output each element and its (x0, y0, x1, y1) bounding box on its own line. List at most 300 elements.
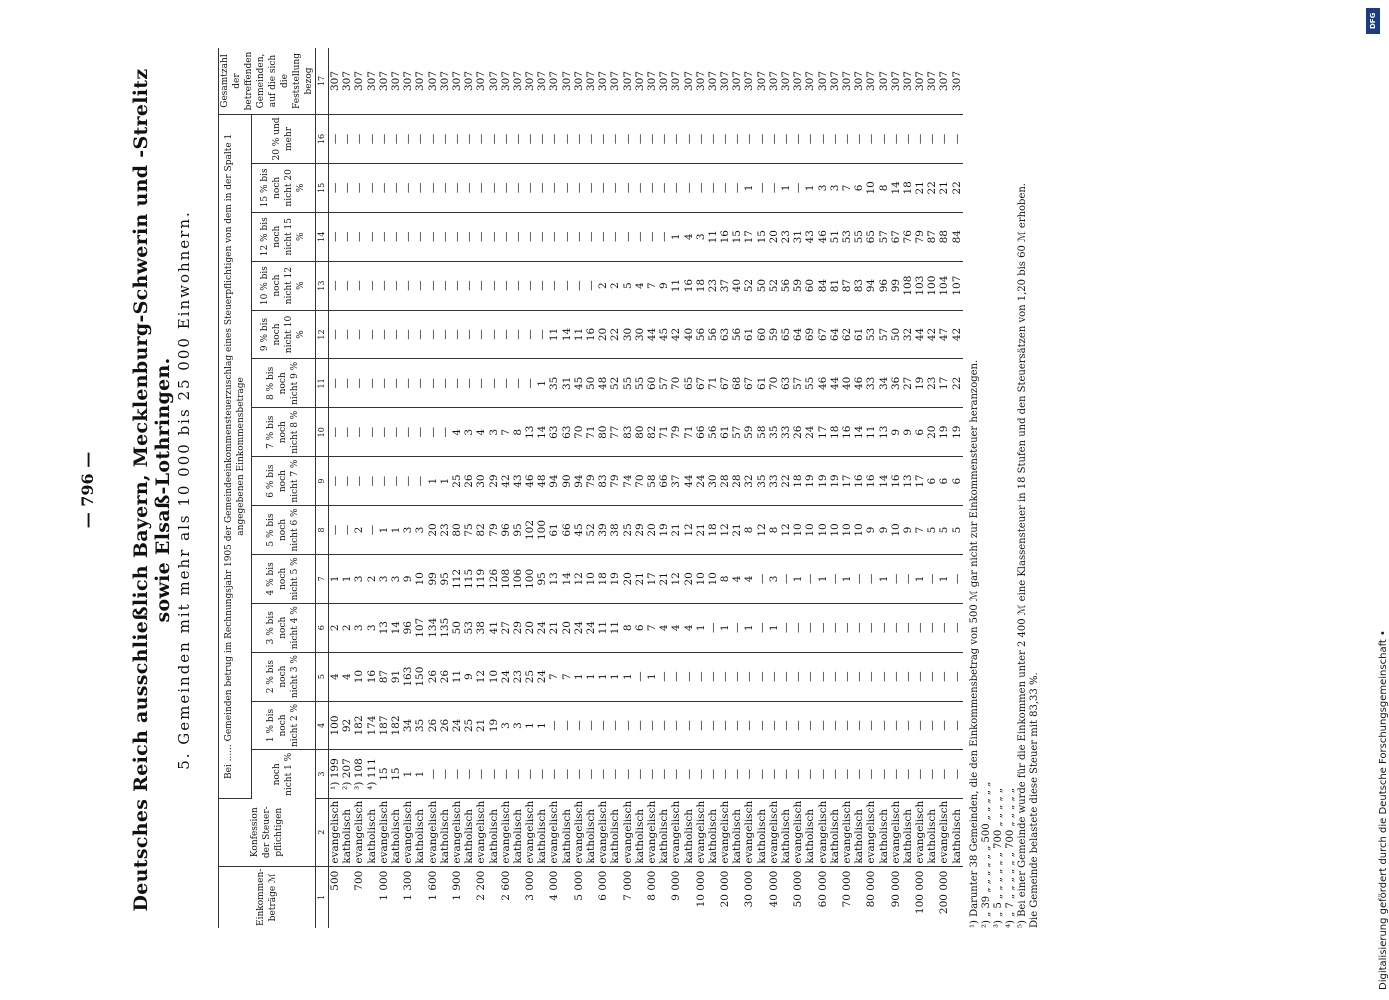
value-cell: 55 (853, 212, 865, 261)
value-cell: — (829, 603, 841, 652)
value-cell: — (573, 212, 585, 261)
value-cell: — (780, 603, 792, 652)
value-cell: 27 (902, 359, 914, 408)
value-cell: — (329, 261, 342, 310)
income-cell (804, 866, 816, 928)
value-cell: 19 (914, 359, 926, 408)
value-cell: — (512, 163, 524, 212)
value-cell: — (829, 115, 841, 164)
value-cell: 307 (512, 48, 524, 115)
table-row (609, 48, 621, 928)
value-cell: 4 (731, 554, 743, 603)
value-cell: — (536, 163, 548, 212)
value-cell: 21 (695, 506, 707, 555)
value-cell: 1 (695, 603, 707, 652)
value-cell: 2 (353, 506, 365, 555)
value-cell: 29 (487, 457, 499, 506)
value-cell: — (951, 750, 963, 798)
value-cell: 82 (646, 408, 658, 457)
value-cell: 18 (695, 261, 707, 310)
value-cell: 10 (829, 506, 841, 555)
value-cell: 70 (670, 359, 682, 408)
confession-cell: evangelisch (768, 798, 780, 866)
value-cell: — (561, 261, 573, 310)
value-cell: — (536, 212, 548, 261)
value-cell: 307 (487, 48, 499, 115)
column-number-2: 2 (316, 798, 329, 866)
value-cell: ¹) 199 (329, 750, 342, 798)
value-cell: — (353, 310, 365, 359)
income-cell (414, 866, 426, 928)
value-cell: 44 (914, 310, 926, 359)
value-cell: 3 (366, 603, 378, 652)
value-cell: — (829, 554, 841, 603)
value-cell: 4 (743, 554, 755, 603)
value-cell: 20 (524, 603, 536, 652)
value-cell: 74 (622, 457, 634, 506)
value-cell: 307 (804, 48, 816, 115)
value-cell: 1 (573, 652, 585, 701)
value-cell: 12 (573, 554, 585, 603)
value-cell: 7 (646, 261, 658, 310)
value-cell: — (414, 115, 426, 164)
value-cell: — (938, 750, 950, 798)
value-cell: 10 (890, 506, 902, 555)
value-cell: — (414, 261, 426, 310)
value-cell: 63 (719, 310, 731, 359)
income-cell (390, 866, 402, 928)
income-cell (829, 866, 841, 928)
value-cell: 17 (817, 408, 829, 457)
value-cell: — (573, 163, 585, 212)
table-row (804, 48, 816, 928)
value-cell: 1 (439, 457, 451, 506)
value-cell: 307 (622, 48, 634, 115)
table-row (719, 48, 731, 928)
value-cell: — (670, 163, 682, 212)
value-cell: 45 (658, 310, 670, 359)
value-cell: — (402, 212, 414, 261)
value-cell: 1 (743, 163, 755, 212)
value-cell: — (682, 115, 694, 164)
value-cell: 20 (427, 506, 439, 555)
income-cell (487, 866, 499, 928)
value-cell: — (756, 163, 768, 212)
value-cell: — (475, 212, 487, 261)
value-cell: — (512, 359, 524, 408)
value-cell: 2 (366, 554, 378, 603)
rate-header-3: 2 % bis noch nicht 3 % (251, 652, 315, 701)
value-cell: 66 (695, 408, 707, 457)
value-cell: 45 (573, 359, 585, 408)
value-cell: 307 (475, 48, 487, 115)
income-cell: 200 000 (938, 870, 951, 915)
value-cell: — (756, 603, 768, 652)
value-cell: — (877, 701, 889, 750)
income-cell: 6 000 (597, 870, 610, 901)
confession-cell: katholisch (414, 798, 426, 866)
value-cell: — (792, 603, 804, 652)
value-cell: 94 (548, 457, 560, 506)
value-cell: 307 (451, 48, 463, 115)
value-cell: 24 (536, 603, 548, 652)
value-cell: 1 (817, 554, 829, 603)
table-row (938, 48, 950, 928)
value-cell: 307 (353, 48, 365, 115)
value-cell: 174 (366, 701, 378, 750)
value-cell: 16 (585, 310, 597, 359)
value-cell: 23 (512, 652, 524, 701)
column-number-8: 8 (316, 506, 329, 555)
value-cell: 307 (926, 48, 938, 115)
value-cell: — (524, 212, 536, 261)
confession-cell: evangelisch (451, 798, 463, 866)
value-cell: — (573, 115, 585, 164)
value-cell: — (682, 701, 694, 750)
value-cell: — (341, 408, 353, 457)
table-row (853, 48, 865, 928)
value-cell: 94 (865, 261, 877, 310)
table-row (926, 48, 938, 928)
value-cell: — (536, 750, 548, 798)
value-cell: 100 (524, 554, 536, 603)
value-cell: — (366, 212, 378, 261)
value-cell: — (402, 359, 414, 408)
income-cell (585, 866, 597, 928)
value-cell: — (756, 701, 768, 750)
value-cell: ²) 207 (341, 750, 353, 798)
value-cell: 71 (707, 359, 719, 408)
income-cell (512, 866, 524, 928)
confession-cell: evangelisch (841, 798, 853, 866)
value-cell: 10 (414, 554, 426, 603)
value-cell: — (402, 408, 414, 457)
value-cell: 11 (597, 603, 609, 652)
value-cell: 96 (877, 261, 889, 310)
value-cell: — (341, 457, 353, 506)
value-cell: 16 (853, 457, 865, 506)
value-cell: 67 (719, 359, 731, 408)
value-cell: 307 (658, 48, 670, 115)
value-cell: 71 (682, 408, 694, 457)
value-cell: 23 (926, 359, 938, 408)
value-cell: 4 (451, 408, 463, 457)
confession-cell: katholisch (707, 798, 719, 866)
value-cell: — (451, 115, 463, 164)
value-cell: — (378, 408, 390, 457)
table-row (902, 48, 914, 928)
value-cell: 307 (695, 48, 707, 115)
value-cell: 52 (768, 261, 780, 310)
column-number-15: 15 (316, 163, 329, 212)
value-cell: — (475, 115, 487, 164)
value-cell: — (841, 750, 853, 798)
value-cell: — (524, 310, 536, 359)
value-cell: 75 (463, 506, 475, 555)
value-cell: — (475, 750, 487, 798)
value-cell: 23 (439, 506, 451, 555)
value-cell: 307 (366, 48, 378, 115)
value-cell: 31 (561, 359, 573, 408)
value-cell: — (341, 506, 353, 555)
income-cell: 80 000 (865, 870, 878, 908)
value-cell: — (329, 212, 342, 261)
value-cell: 307 (902, 48, 914, 115)
value-cell: 12 (756, 506, 768, 555)
value-cell: — (634, 212, 646, 261)
table-row (512, 48, 524, 928)
value-cell: — (853, 115, 865, 164)
value-cell: 76 (902, 212, 914, 261)
value-cell: 6 (926, 457, 938, 506)
value-cell: — (877, 603, 889, 652)
value-cell: — (780, 750, 792, 798)
value-cell: — (487, 310, 499, 359)
value-cell: 1 (646, 652, 658, 701)
value-cell: 57 (792, 359, 804, 408)
value-cell: 1 (414, 750, 426, 798)
column-number-17: 17 (316, 48, 329, 115)
value-cell: 7 (914, 506, 926, 555)
value-cell: — (865, 652, 877, 701)
value-cell: 17 (743, 212, 755, 261)
value-cell: 2 (597, 261, 609, 310)
value-cell: 11 (609, 603, 621, 652)
value-cell: 35 (756, 457, 768, 506)
value-cell: 1 (877, 554, 889, 603)
value-cell: — (378, 457, 390, 506)
table-row (792, 48, 804, 928)
value-cell: — (451, 212, 463, 261)
value-cell: 11 (573, 310, 585, 359)
value-cell: 38 (475, 603, 487, 652)
value-cell: — (646, 115, 658, 164)
value-cell: — (366, 115, 378, 164)
income-cell (780, 866, 792, 928)
value-cell: 12 (682, 506, 694, 555)
value-cell: 26 (427, 701, 439, 750)
value-cell: — (658, 701, 670, 750)
value-cell: 59 (768, 310, 780, 359)
value-cell: — (609, 750, 621, 798)
value-cell: — (695, 701, 707, 750)
value-cell: — (804, 115, 816, 164)
value-cell: 50 (756, 261, 768, 310)
value-cell: 46 (817, 212, 829, 261)
value-cell: 307 (682, 48, 694, 115)
value-cell: — (353, 115, 365, 164)
value-cell: — (646, 212, 658, 261)
value-cell: — (731, 652, 743, 701)
confession-cell: evangelisch (475, 798, 487, 866)
value-cell: 1 (341, 554, 353, 603)
value-cell: — (853, 652, 865, 701)
value-cell: 95 (512, 506, 524, 555)
value-cell: — (707, 750, 719, 798)
value-cell: 307 (634, 48, 646, 115)
confession-cell: evangelisch (670, 798, 682, 866)
value-cell: — (463, 750, 475, 798)
confession-cell: katholisch (366, 798, 378, 866)
table-row (670, 48, 682, 928)
value-cell: — (817, 750, 829, 798)
income-cell: 9 000 (670, 870, 683, 901)
value-cell: — (792, 701, 804, 750)
value-cell: 4 (682, 212, 694, 261)
value-cell: 1 (792, 554, 804, 603)
value-cell: 13 (524, 408, 536, 457)
value-cell: 16 (366, 652, 378, 701)
value-cell: 307 (597, 48, 609, 115)
header-confession: Konfession der Steuer-pflichtigen (219, 798, 316, 866)
value-cell: — (865, 701, 877, 750)
value-cell: 12 (670, 554, 682, 603)
value-cell: 30 (707, 457, 719, 506)
column-number-9: 9 (316, 457, 329, 506)
table-row (646, 48, 658, 928)
section-subtitle: 5. Gemeinden mit mehr als 10 000 bis 25 000 Einwohnern. (175, 210, 193, 770)
value-cell: 19 (938, 408, 950, 457)
income-cell (682, 866, 694, 928)
value-cell: — (475, 163, 487, 212)
table-row (500, 48, 512, 928)
value-cell: 53 (463, 603, 475, 652)
value-cell: — (439, 359, 451, 408)
value-cell: 66 (658, 457, 670, 506)
value-cell: 4 (475, 408, 487, 457)
value-cell: 10 (585, 554, 597, 603)
value-cell: — (341, 212, 353, 261)
value-cell: — (951, 554, 963, 603)
value-cell: 21 (670, 506, 682, 555)
value-cell: — (719, 701, 731, 750)
value-cell: 34 (877, 359, 889, 408)
value-cell: 87 (378, 652, 390, 701)
income-cell: 70 000 (840, 870, 853, 908)
value-cell: — (768, 652, 780, 701)
confession-cell: katholisch (756, 798, 768, 866)
confession-cell: evangelisch (573, 798, 585, 866)
value-cell: 20 (622, 554, 634, 603)
value-cell: 64 (829, 310, 841, 359)
value-cell: — (877, 115, 889, 164)
value-cell: 26 (439, 701, 451, 750)
value-cell: — (524, 163, 536, 212)
value-cell: — (512, 115, 524, 164)
value-cell: 77 (609, 408, 621, 457)
value-cell: 8 (768, 506, 780, 555)
confession-cell: evangelisch (792, 798, 804, 866)
value-cell: — (622, 750, 634, 798)
rate-header-row (251, 48, 315, 928)
value-cell: 100 (329, 701, 342, 750)
value-cell: — (670, 115, 682, 164)
value-cell: — (439, 212, 451, 261)
value-cell: 17 (938, 359, 950, 408)
value-cell: — (573, 701, 585, 750)
confession-cell: katholisch (536, 798, 548, 866)
value-cell: 33 (780, 408, 792, 457)
value-cell: 3 (768, 554, 780, 603)
value-cell: 9 (877, 506, 889, 555)
income-cell: 30 000 (743, 870, 756, 908)
value-cell: 13 (548, 554, 560, 603)
value-cell: — (500, 750, 512, 798)
table-row (353, 48, 365, 928)
table-row (524, 48, 536, 928)
value-cell: 42 (670, 310, 682, 359)
header-income: Einkommen-beträge ℳ (219, 866, 316, 928)
income-cell: 40 000 (767, 870, 780, 908)
value-cell: 44 (829, 359, 841, 408)
value-cell: 25 (524, 652, 536, 701)
value-cell: 14 (890, 163, 902, 212)
value-cell: — (524, 261, 536, 310)
confession-cell: evangelisch (914, 798, 926, 866)
value-cell: 14 (536, 408, 548, 457)
value-cell: — (743, 701, 755, 750)
value-cell: — (366, 506, 378, 555)
value-cell: — (439, 750, 451, 798)
value-cell: — (646, 701, 658, 750)
value-cell: — (695, 115, 707, 164)
value-cell: 31 (792, 212, 804, 261)
rate-header-6: 5 % bis noch nicht 6 % (251, 506, 315, 555)
confession-cell: katholisch (439, 798, 451, 866)
value-cell: 19 (487, 701, 499, 750)
value-cell: — (402, 310, 414, 359)
value-cell: 307 (951, 48, 963, 115)
value-cell: 34 (402, 701, 414, 750)
value-cell: 61 (719, 408, 731, 457)
value-cell: — (719, 163, 731, 212)
footnote-5: ⁵) Bei einer Gemeinde wurde für die Einkommen unter 2 400 ℳ eine Klassensteuer in 18 Stufen und den Steuersätzen von 1,20 bis 60 ℳ erhoben. (1017, 183, 1028, 928)
value-cell: — (951, 115, 963, 164)
rotated-page-content (78, 20, 1130, 980)
value-cell: 84 (951, 212, 963, 261)
value-cell: 61 (743, 310, 755, 359)
value-cell: — (463, 261, 475, 310)
value-cell: — (695, 652, 707, 701)
confession-cell: katholisch (951, 798, 963, 866)
value-cell: 7 (561, 652, 573, 701)
confession-cell: evangelisch (597, 798, 609, 866)
value-cell: 91 (390, 652, 402, 701)
value-cell: 50 (585, 359, 597, 408)
rate-header-10: 9 % bis noch nicht 10 % (251, 310, 315, 359)
value-cell: 55 (804, 359, 816, 408)
income-cell (902, 866, 914, 928)
value-cell: — (695, 750, 707, 798)
table-row (475, 48, 487, 928)
value-cell: — (780, 554, 792, 603)
value-cell: 307 (500, 48, 512, 115)
value-cell: 307 (536, 48, 548, 115)
value-cell: 3 (402, 506, 414, 555)
value-cell: 103 (914, 261, 926, 310)
confession-cell: evangelisch (329, 798, 342, 866)
value-cell: — (463, 115, 475, 164)
value-cell: — (670, 750, 682, 798)
income-cell (609, 866, 621, 928)
confession-cell: katholisch (853, 798, 865, 866)
value-cell: 10 (841, 506, 853, 555)
value-cell: — (719, 652, 731, 701)
value-cell: 50 (451, 603, 463, 652)
value-cell: 307 (890, 48, 902, 115)
table-row (573, 48, 585, 928)
confession-cell: evangelisch (695, 798, 707, 866)
